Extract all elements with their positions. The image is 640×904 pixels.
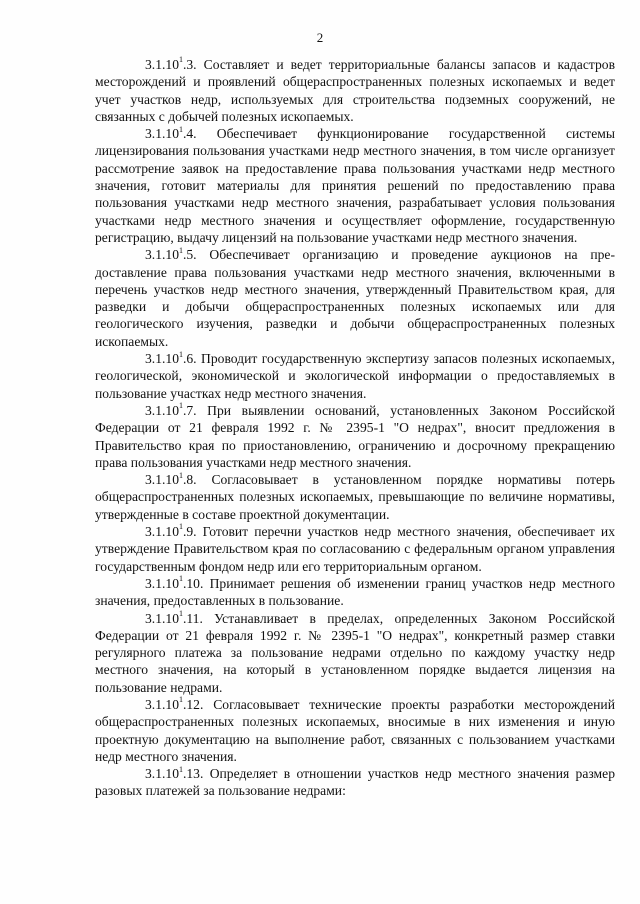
page-number: 2 [316,30,324,45]
paragraph-text: Составляет и ведет территориальные балансы запасов и кадастров месторождений и проявлений общераспространенных полезных ископаемых и ведет учет участков недр, используемых для строительства подземных сооружений, не связанных с добычей полезных ископаемых. [95,57,615,124]
paragraph-number: 3.1.10$^1$.6. [145,349,197,367]
paragraph-3-1-10-1-4 [95,125,615,246]
paragraph-number: 3.1.10$^1$.12. [145,695,204,712]
paragraph-text: Принимает решения об изменении границ участков недр местного значения, предоставленных в пользование. [95,575,615,609]
paragraph-text: Определяет в отношении участков недр местного значения размер разовых платежей за пользование недрами: [95,766,615,799]
paragraph-text: Согласовывает технические проекты разработки месторождений общераспространенных полезных ископаемых, вносимые в них изменения и иную проектную документацию на выполнение работ, связанных с пользованием участками недр местного значения. [95,696,615,764]
paragraph-number: 3.1.10$^1$.8. [145,470,197,488]
paragraph-number: 3.1.10$^1$.11. [145,608,203,626]
paragraph-3-1-10-1-7 [95,402,615,471]
paragraph-text: Обеспечивает организацию и проведение аукционов на предоставление права пользования участками недр местного значения, включенными в перечень участков недр местного значения, утвержденный Правительством края, для разведки и добычи общераспространенных полезных ископаемых или для геологического изучения, разведки и добычи общераспространенных полезных ископаемых. [95,247,615,349]
paragraph-3-1-10-1-6 [95,350,615,402]
paragraph-number: 3.1.10$^1$.13. [145,764,204,782]
paragraph-number: 3.1.10$^1$.9. [145,522,197,540]
paragraph-3-1-10-1-11 [95,610,615,696]
paragraph-text: Проводит государственную экспертизу запасов полезных ископаемых, геологической, экономической и экологической информации о предоставляемых в пользование участках недр местного значения. [95,351,615,401]
paragraph-number: 3.1.10$^1$.4. [145,124,197,142]
paragraph-3-1-10-1-12 [95,696,615,765]
paragraph-text: Обеспечивает функционирование государственной системы лицензирования пользования участками недр местного значения, в том числе организует рассмотрение заявок на предоставление права пользования участками недр местного значения, готовит материалы для принятия решений по предоставлению права пользования участками недр местного значения, разрабатывает условия пользования участками недр местного значения и осуществляет оформление, государственную регистрацию, выдачу лицензий на пользование участками недр местного значения. [95,126,615,245]
paragraph-number: 3.1.10$^1$.5. [145,245,197,263]
paragraph-text: Готовит перечни участков недр местного значения, обеспечивает их утверждение Правительством края по согласованию с федеральным органом управления государственным фондом недр или его территориальным органом. [95,524,615,574]
document-body [95,56,615,800]
paragraph-3-1-10-1-3 [95,56,615,125]
paragraph-3-1-10-1-9 [95,523,615,575]
paragraph-3-1-10-1-10 [95,575,615,610]
paragraph-number: 3.1.10$^1$.3. [145,55,197,72]
paragraph-3-1-10-1-8 [95,471,615,523]
paragraph-text: Согласовывает в установленном порядке нормативы потерь общераспространенных полезных ископаемых, превышающие по величине нормативы, утвержденные в составе проектной документации. [95,472,615,522]
paragraph-text: Устанавливает в пределах, определенных Законом Российской Федерации от 21 февраля 1992 г. № 2395-1 "О недрах", конкретный размер ставки регулярного платежа за пользование недрами отдельно по каждому участку недр местного значения, на который в установленном порядке выдается лицензия на пользование недрами. [95,610,615,695]
paragraph-text: При выявлении оснований, установленных Законом Российской Федерации от 21 февраля 1992 г. № 2395-1 "О недрах", вносит предложения в Правительство края по приостановлению, ограничению и досрочному прекращению права пользования участками недр местного значения. [95,402,615,470]
paragraph-number: 3.1.10$^1$.10. [145,574,204,591]
paragraph-number: 3.1.10$^1$.7. [145,401,197,418]
paragraph-3-1-10-1-5 [95,246,615,350]
paragraph-3-1-10-1-13 [95,765,615,800]
